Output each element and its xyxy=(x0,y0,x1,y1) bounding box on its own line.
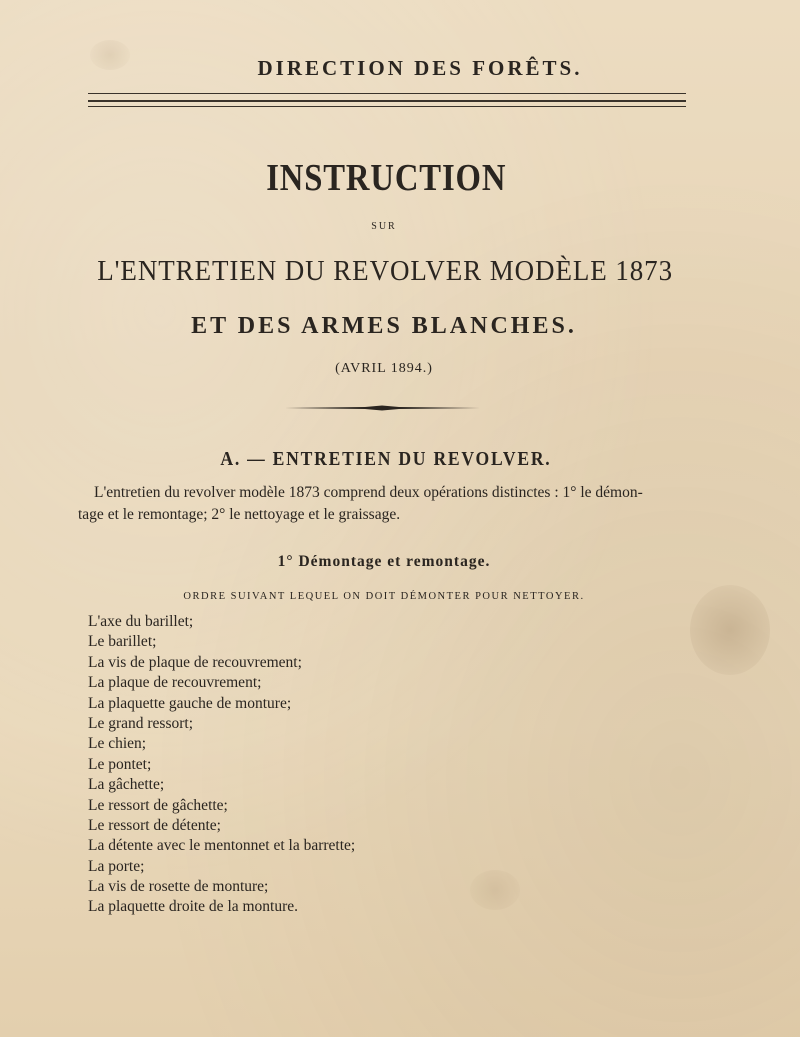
list-item: La porte; xyxy=(88,857,145,875)
document-title: INSTRUCTION xyxy=(266,157,507,199)
header-rule-middle xyxy=(88,100,686,102)
list-item: Le ressort de gâchette; xyxy=(88,796,228,814)
title-connector: SUR xyxy=(371,221,397,232)
list-item: La détente avec le mentonnet et la barrette; xyxy=(88,837,356,855)
list-item: Le ressort de détente; xyxy=(88,816,221,834)
list-item: Le barillet; xyxy=(88,633,157,651)
list-item: La plaque de recouvrement; xyxy=(88,674,262,692)
list-item: La plaquette droite de la monture. xyxy=(88,898,299,916)
list-item: Le pontet; xyxy=(88,755,152,773)
list-item: La plaquette gauche de monture; xyxy=(88,694,292,712)
header-direction: DIRECTION DES FORÊTS. xyxy=(257,56,583,80)
header-rule-bottom xyxy=(88,106,686,107)
parts-list xyxy=(88,612,355,918)
intro-paragraph-line1: L'entretien du revolver modèle 1873 comprend deux opérations distinctes : 1° le démon- xyxy=(94,484,643,501)
ornament-divider xyxy=(285,402,480,414)
document-date: (AVRIL 1894.) xyxy=(335,361,433,376)
order-caption: ORDRE SUIVANT LEQUEL ON DOIT DÉMONTER POUR NETTOYER. xyxy=(183,591,585,602)
list-item: Le grand ressort; xyxy=(88,714,194,732)
intro-paragraph-line2: tage et le remontage; 2° le nettoyage et le graissage. xyxy=(78,506,401,523)
list-item: La vis de plaque de recouvrement; xyxy=(88,653,302,671)
list-item: La vis de rosette de monture; xyxy=(88,878,269,896)
list-item: Le chien; xyxy=(88,735,147,753)
header-rule-top xyxy=(88,93,686,94)
section-a-heading: A. — ENTRETIEN DU REVOLVER. xyxy=(220,448,552,470)
subsection-heading: 1° Démontage et remontage. xyxy=(277,553,491,570)
document-subtitle-line2: ET DES ARMES BLANCHES. xyxy=(191,313,577,339)
document-subtitle-line1: L'ENTRETIEN DU REVOLVER MODÈLE 1873 xyxy=(97,255,673,287)
list-item: L'axe du barillet; xyxy=(88,613,194,630)
paper-stain xyxy=(470,870,520,910)
list-item: La gâchette; xyxy=(88,776,165,794)
